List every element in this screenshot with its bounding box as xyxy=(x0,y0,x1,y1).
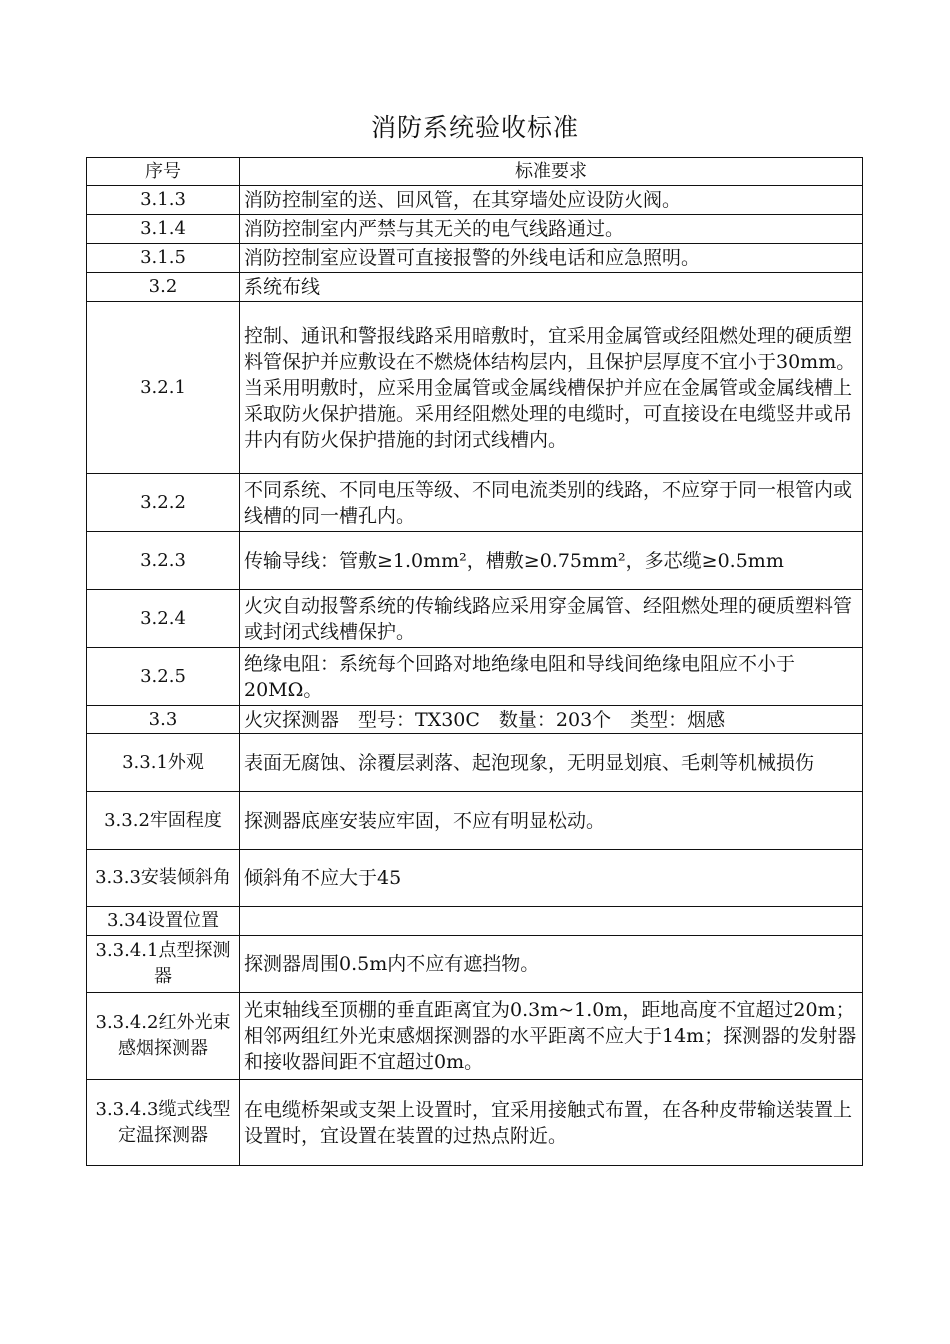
row-requirement: 倾斜角不应大于45 xyxy=(240,850,863,907)
row-number: 3.2.2 xyxy=(87,474,240,532)
table-row xyxy=(87,186,863,215)
row-requirement: 绝缘电阻：系统每个回路对地绝缘电阻和导线间绝缘电阻应不小于20MΩ。 xyxy=(240,648,863,706)
row-requirement: 光束轴线至顶棚的垂直距离宜为0.3m~1.0m，距地高度不宜超过20m；相邻两组红外光束感烟探测器的水平距离不应大于14m；探测器的发射器和接收器间距不宜超过0m。 xyxy=(240,993,863,1080)
row-number: 3.3.1外观 xyxy=(87,734,240,792)
table-header-row xyxy=(87,158,863,186)
row-requirement: 消防控制室的送、回风管，在其穿墙处应设防火阀。 xyxy=(240,186,863,215)
row-requirement: 消防控制室应设置可直接报警的外线电话和应急照明。 xyxy=(240,244,863,273)
row-number: 3.3.2牢固程度 xyxy=(87,792,240,850)
row-requirement: 消防控制室内严禁与其无关的电气线路通过。 xyxy=(240,215,863,244)
row-number: 3.1.4 xyxy=(87,215,240,244)
table-row xyxy=(87,244,863,273)
row-requirement: 探测器周围0.5m内不应有遮挡物。 xyxy=(240,936,863,993)
row-requirement: 在电缆桥架或支架上设置时，宜采用接触式布置，在各种皮带输送装置上设置时，宜设置在装置的过热点附近。 xyxy=(240,1080,863,1166)
row-number: 3.3.3安装倾斜角 xyxy=(87,850,240,907)
row-requirement: 表面无腐蚀、涂覆层剥落、起泡现象，无明显划痕、毛刺等机械损伤 xyxy=(240,734,863,792)
row-requirement: 系统布线 xyxy=(240,273,863,302)
row-requirement: 控制、通讯和警报线路采用暗敷时，宜采用金属管或经阻燃处理的硬质塑料管保护并应敷设在不燃烧体结构层内，且保护层厚度不宜小于30mm。当采用明敷时，应采用金属管或金属线槽保护并应在金属管或金属线槽上采取防火保护措施。采用经阻燃处理的电缆时，可直接设在电缆竖井或吊井内有防火保护措施的封闭式线槽内。 xyxy=(240,302,863,474)
table-row xyxy=(87,532,863,590)
table-row xyxy=(87,215,863,244)
row-requirement: 不同系统、不同电压等级、不同电流类别的线路，不应穿于同一根管内或线槽的同一槽孔内。 xyxy=(240,474,863,532)
table-row xyxy=(87,474,863,532)
row-number: 3.1.3 xyxy=(87,186,240,215)
standards-table xyxy=(86,157,863,1166)
table-row xyxy=(87,993,863,1080)
table-row xyxy=(87,706,863,734)
table-row xyxy=(87,792,863,850)
row-requirement xyxy=(240,907,863,936)
row-number: 3.3 xyxy=(87,706,240,734)
table-row xyxy=(87,734,863,792)
table-row xyxy=(87,907,863,936)
row-requirement: 火灾探测器 型号：TX30C 数量：203个 类型：烟感 xyxy=(240,706,863,734)
row-number: 3.1.5 xyxy=(87,244,240,273)
document-title: 消防系统验收标准 xyxy=(370,113,579,142)
row-number: 3.3.4.3缆式线型定温探测器 xyxy=(87,1080,240,1166)
table-row xyxy=(87,302,863,474)
table-row xyxy=(87,850,863,907)
table-row xyxy=(87,648,863,706)
table-row xyxy=(87,590,863,648)
table-row xyxy=(87,273,863,302)
row-number: 3.34设置位置 xyxy=(87,907,240,936)
row-number: 3.2.1 xyxy=(87,302,240,474)
row-number: 3.3.4.2红外光束感烟探测器 xyxy=(87,993,240,1080)
header-serial-number: 序号 xyxy=(87,158,240,186)
row-number: 3.2 xyxy=(87,273,240,302)
row-requirement: 火灾自动报警系统的传输线路应采用穿金属管、经阻燃处理的硬质塑料管或封闭式线槽保护。 xyxy=(240,590,863,648)
row-number: 3.2.3 xyxy=(87,532,240,590)
row-requirement: 探测器底座安装应牢固，不应有明显松动。 xyxy=(240,792,863,850)
row-requirement: 传输导线：管敷≥1.0mm²，槽敷≥0.75mm²，多芯缆≥0.5mm xyxy=(240,532,863,590)
table-row xyxy=(87,1080,863,1166)
header-requirement: 标准要求 xyxy=(240,158,863,186)
row-number: 3.2.4 xyxy=(87,590,240,648)
row-number: 3.2.5 xyxy=(87,648,240,706)
row-number: 3.3.4.1点型探测器 xyxy=(87,936,240,993)
table-row xyxy=(87,936,863,993)
